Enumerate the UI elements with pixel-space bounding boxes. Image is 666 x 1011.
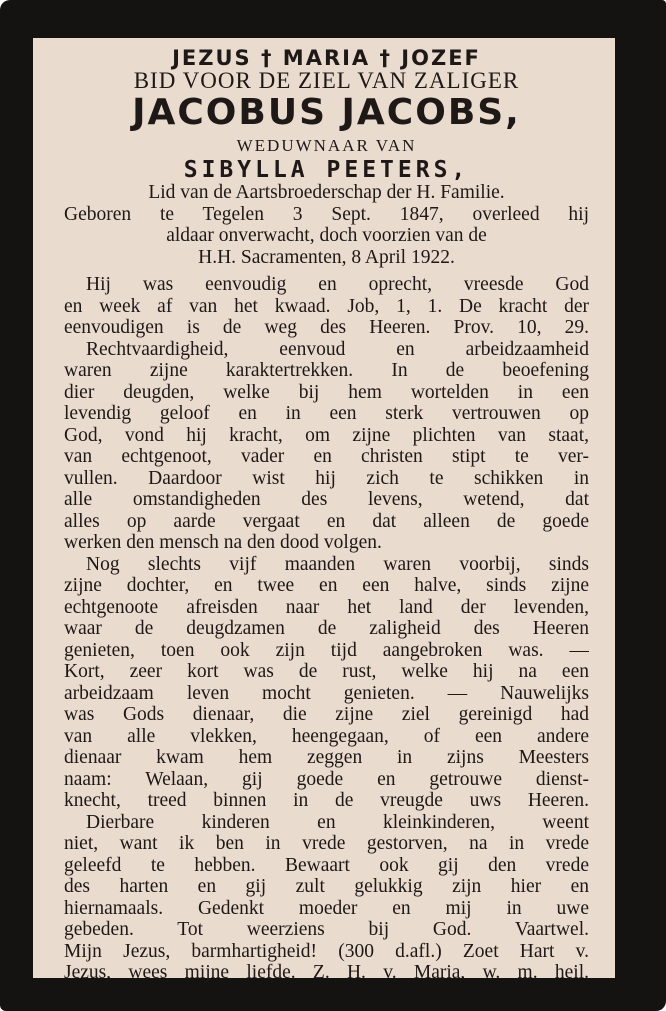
intro-block — [64, 182, 589, 268]
intro-line: Geboren te Tegelen 3 Sept. 1847, overleed hij — [64, 203, 589, 225]
body-line: werken den mensch na den dood volgen. — [64, 532, 382, 553]
body-line: Nog slechts vijf maanden waren voorbij, sinds — [86, 553, 589, 575]
body-line: hiernamaals. Gedenkt moeder en mij in uwe — [64, 897, 589, 919]
body-line: dier deugden, welke bij hem wortelden in een — [64, 381, 589, 403]
body-line: naam: Welaan, gij goede en getrouwe dienst- — [64, 768, 589, 790]
body-line: Mijn Jezus, barmhartigheid! (300 d.afl.) Zoet Hart v. — [64, 940, 589, 962]
body-line: Dierbare kinderen en kleinkinderen, weent — [86, 811, 589, 833]
body-line: des harten en gij zult gelukkig zijn hier en — [64, 876, 589, 897]
spouse-name: SIBYLLA PEETERS, — [183, 157, 470, 183]
body-line: knecht, treed binnen in de vreugde uws Heeren. — [64, 790, 589, 811]
body-line: alles op aarde vergaat en dat alleen de goede — [64, 510, 589, 532]
relation-label: WEDUWNAAR VAN — [236, 136, 417, 155]
body-line: waar de deugdzamen de zaligheid des Heeren — [64, 618, 589, 639]
body-line: Kort, zeer kort was de rust, welke hij na een — [64, 661, 589, 682]
body-line: geleefd te hebben. Bewaart ook gij den vrede — [64, 854, 589, 876]
prayer-request: BID VOOR DE ZIEL VAN ZALIGER — [133, 68, 520, 93]
body-line: arbeidzaam leven mocht genieten. — Nauwelijks — [64, 682, 589, 704]
body-line: niet, want ik ben in vrede gestorven, na in vrede — [64, 833, 589, 854]
body-line: echtgenoote afreisden naar het land der levenden, — [64, 596, 589, 618]
card-paper — [33, 38, 615, 983]
body-line: was Gods dienaar, die zijne ziel gereinigd had — [64, 704, 589, 725]
body-line: van alle vlekken, heengegaan, of een andere — [64, 725, 589, 747]
body-line: alle omstandigheden des levens, wetend, dat — [64, 489, 589, 510]
body-line: Hij was eenvoudig en oprecht, vreesde God — [86, 274, 589, 295]
body-line: van echtgenoot, vader en christen stipt te ver- — [64, 446, 589, 467]
body-text — [64, 274, 589, 984]
invocation: JEZUS † MARIA † JOZEF — [172, 46, 481, 70]
body-line: vullen. Daardoor wist hij zich te schikken in — [64, 467, 589, 489]
body-line: eenvoudigen is de weg des Heeren. Prov. 10, 29. — [64, 317, 589, 338]
body-line: genieten, toen ook zijn tijd aangebroken was. — — [64, 639, 589, 661]
deceased-name: JACOBUS JACOBS, — [132, 92, 521, 133]
card-header — [64, 46, 589, 182]
body-line: Jezus, wees mijne liefde. Z. H. v. Maria, w. m. heil. — [64, 962, 589, 983]
body-line: zijne dochter, en twee en een halve, sinds zijne — [64, 575, 589, 596]
body-line: God, vond hij kracht, om zijne plichten van staat, — [64, 424, 589, 446]
intro-line: Lid van de Aartsbroederschap der H. Familie. — [148, 182, 505, 203]
body-line: levendig geloof en in een sterk vertrouwen op — [64, 403, 589, 424]
intro-line: H.H. Sacramenten, 8 April 1922. — [198, 246, 455, 268]
intro-line: aldaar onverwacht, doch voorzien van de — [166, 225, 487, 246]
body-line: waren zijne karaktertrekken. In de beoefening — [64, 360, 589, 381]
body-line: en week af van het kwaad. Job, 1, 1. De kracht der — [64, 295, 589, 317]
body-line: Rechtvaardigheid, eenvoud en arbeidzaamheid — [86, 338, 589, 360]
body-line: dienaar kwam hem zeggen in zijns Meesters — [64, 747, 589, 768]
body-line: gebeden. Tot weerziens bij God. Vaartwel. — [64, 919, 589, 940]
